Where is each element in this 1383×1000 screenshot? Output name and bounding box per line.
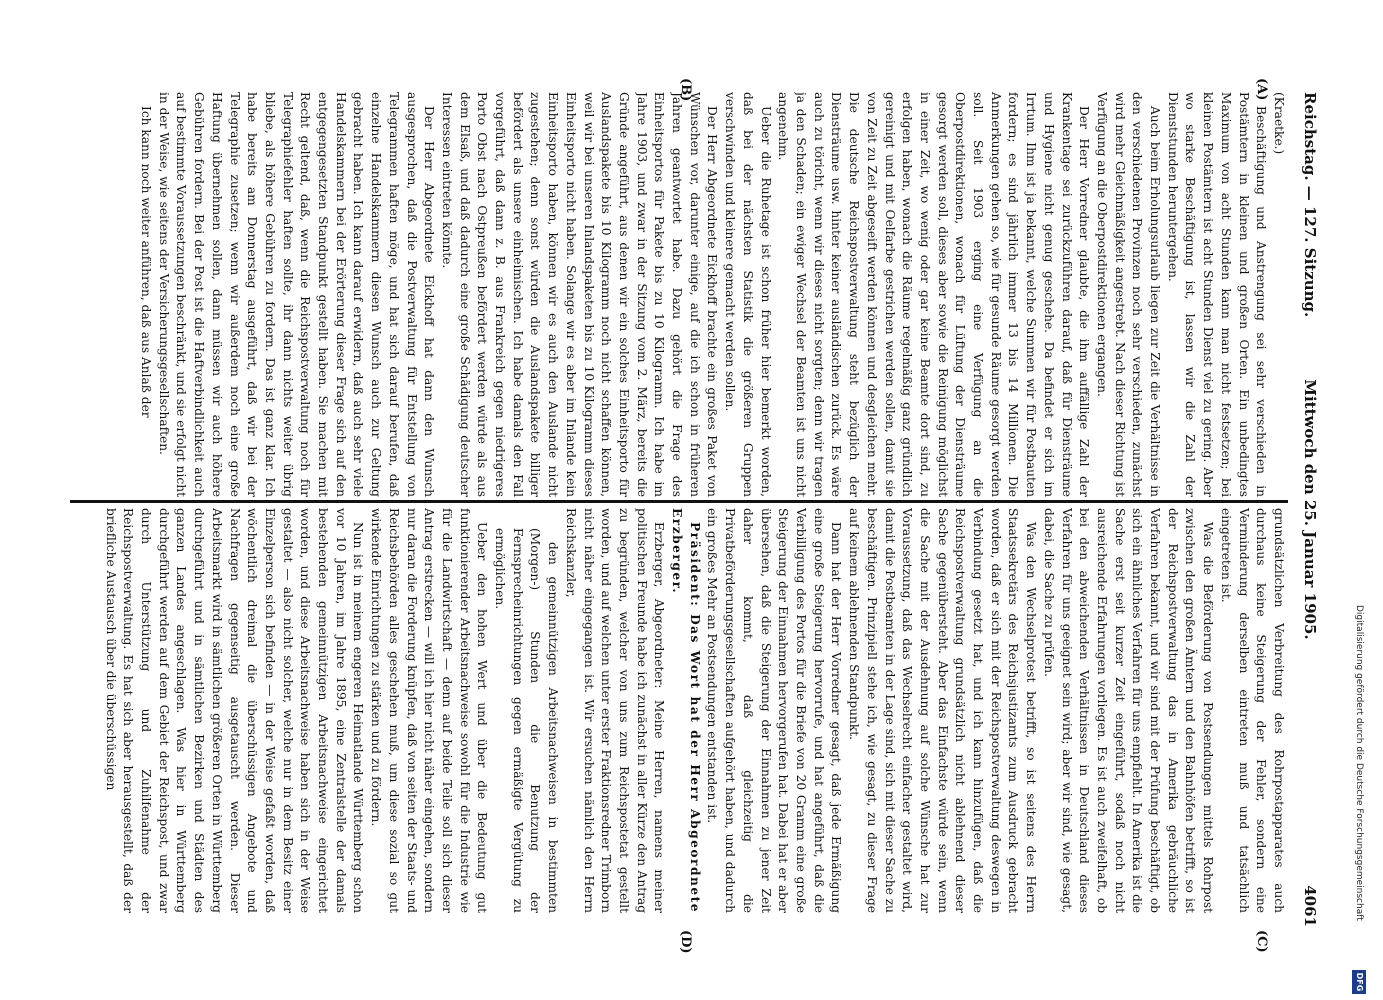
president-remark: Präsident: Das Wort hat der Herr Abgeordnete Erzberger. <box>670 508 702 913</box>
paragraph: Der Herr Vorredner glaubte, die ihm auffällige Zahl der Krankentage sei zurückzuführen darauf, daß für Diensträume und Hygiene nicht genug geschehe. Da befindet er sich im Irrtum. Ihm ist ja bekannt, welche Summen wir für Postbauten fordern; es sind jährlich immer 13 bis 14 Millionen. Die Anmerkungen gehen so, wie für gesunde Räume gesorgt werden soll. Seit 1903 erging eine Verfügung an die Oberpostdirektionen, wonach für Lüftung der Diensträume gesorgt werden soll, dieses aber sowie die Reinigung möglichst in einer Zeit, wo wenig oder gar keine Beamte dort sind, zu erfolgen haben, wonach die Räume regelmäßig ganz gründlich gereinigt und mit Oelfarbe gestrichen werden sollen, damit sie von Zeit zu Zeit abgeseift werden können und desgleichen mehr. Die deutsche Reichspostverwaltung steht bezüglich der Diensträume usw. hinter keiner ausländischen zurück. Es wäre auch zu töricht, wenn wir dieses nicht sorgten; denn wir tragen ja den Schaden; ein ewiger Wechsel der Beamten ist uns nicht angenehm. <box>776 92 1092 497</box>
left-text-column <box>72 92 1287 497</box>
paragraph: Erzberger, Abgeordneter: Meine Herren, namens meiner politischen Freunde habe ich zunächst in aller Kürze den Antrag zu begründen, welcher von uns zum Reichspostetat gestellt worden, und auf welchen unter erster Fraktionsredner Trimborn nicht näher eingegangen ist. Wir ersuchen nämlich den Herrn Reichskanzler, <box>563 508 667 913</box>
margin-marker-b: (B) <box>678 78 693 102</box>
paragraph: Der Herr Abgeordnete Eickhoff brachte ein großes Paket von Wünschen vor, darunter einige, auf die ich schon in früheren Jahren geantwortet habe. Dazu gehört die Frage des Einheitsportos für Pakete bis zu 10 Kilogramm. Ich habe im Jahre 1903, und zwar in der Sitzung vom 2. März, bereits die Gründe angeführt, aus denen wir ein solches Einheitsporto für Auslandspakete bis 10 Kilogramm noch nicht schaffen können, weil wir bei unseren Inlandspaketen bis zu 10 Kilogramm dieses Einheitsporto nicht haben. Solange wir es aber im Inlande kein Einheitsporto haben, können wir es auch den Auslande nicht zugestehen; denn sonst würden die Auslandspakete billiger befördert als unsere einheimischen. Ich habe damals den Fall vorgeführt, daß dann z. B. aus Frankreich gegen niedrigeres Porto Obst nach Ostpreußen befördert werden würde als aus dem Elsaß, und daß dadurch eine große Schädigung deutscher Interessen eintreten könnte. <box>439 92 720 497</box>
paragraph: Ueber den hohen Wert und über die Bedeutung gut funktionierender Arbeitsnachweise sowohl für die Industrie wie für die Landwirtschaft — denn auf beide Teile soll sich dieser Antrag erstrecken — will ich hier nicht näher eingehen, sondern nur daran die Forderung knüpfen, daß von seiten der Staats- und Reichsbehörden alles geschehen muß, um diese sozial so gut wirkende Einrichtungen zu stärken und zu fördern. <box>369 508 490 913</box>
right-text-column <box>72 508 1287 913</box>
dfg-logo: DFG <box>1352 970 1366 994</box>
paragraph: Was die Beförderung von Postsendungen mittels Rohrpost zwischen den großen Ämtern und den Bahnhöfen betrifft, so ist der Reichspostverwaltung das in Amerika gebräuchliche Verfahren bekannt, und wir sind mit der Prüfung beschäftigt, ob sich ein ähnliches Verfahren für uns empfiehlt. In Amerika ist die Sache erst seit kurzer Zeit eingeführt, sodaß noch nicht ausreichende Erfahrungen vorliegen. Es ist auch zweifelhaft, ob bei den abweichenden Verhältnissen in Deutschland dieses Verfahren für uns geeignet sein wird; aber wir sind, wie gesagt, dabei, die Sache zu prüfen. <box>1041 508 1216 913</box>
paragraph: Nun ist in meinem engeren Heimatlande Württemberg schon vor 10 Jahren, im Jahre 1895, eine Zentralstelle der damals bestehenden gemeinnützigen Arbeitsnachweise eingerichtet worden, und diese Arbeitsnachweise haben sich in der Weise gestaltet — also nicht solcher, welche nur in dem Besitz einer Einzelperson sich befinden — in der Weise gefaßt worden, daß wöchentlich dreimal die überschüssigen Angebote und Nachfragen gegenseitig ausgetauscht werden. Dieser Arbeitsmarkt wird in sämtlichen größeren Orten in Württemberg durchgeführt und in sämtlichen Bezirken und Städten des ganzen Landes angeschlagen. Was hier in Württemberg durchgeführt werden auf dem Gebiet der Reichspost, und zwar durch Unterstützung und Zuhilfenahme der Reichspostverwaltung. Es hat sich aber herausgestellt, daß der briefliche Austausch über die überschüssigen <box>103 508 366 913</box>
paragraph: Was den Wechselprotest betrifft, so ist seitens des Herrn Staatssekretärs des Reichsjustizamts zum Ausdruck gebracht worden, daß er sich mit der Reichspostverwaltung deswegen in Verbindung gesetzt hat, und ich kann hinzufügen, daß die Reichspostverwaltung grundsätzlich nicht ablehnend dieser Sache gegenübersteht. Aber das Einfachste würde sein, wenn die Sache mit der Ausdehnung auf solche Wünsche hat zur Voraussetzung, daß das Wechselrecht einfacher gestaltet wird, damit die Postbeamten in der Lage sind, sich mit dieser Sache zu beschäftigen. Prinzipiell stehe ich, wie gesagt, zu dieser Frage auf keinem ablehnenden Standpunkt. <box>847 508 1039 913</box>
header-date: Mittwoch den 25. Januar 1905. <box>1301 379 1319 640</box>
speaker-label: (Kraetke.) <box>1272 92 1286 155</box>
paragraph: Auch beim Erholungsurlaub liegen zur Zeit die Verhältnisse in den verschiedenen Provinzen noch sehr verschieden, zunächst wird mehr Gleichmäßigkeit angestrebt. Nach dieser Richtung ist Verfügung an die Oberpostdirektionen ergangen. <box>1094 92 1163 497</box>
paragraph: grundsätzlichen Verbreitung des Rohrpostapparates auch durchaus keine Steigerung der Fehler, sondern eine Verminderung derselben eintreten muß und tatsächlich eingetreten ist. <box>1218 508 1286 913</box>
motion-text: den gemeinnützigen Arbeitsnachweisen in bestimmten (Morgen-) Stunden die Benutzung der Fernsprecheinrichtungen gegen ermäßigte Vergütung zu ermöglichen. <box>493 528 561 913</box>
paragraph: Dann hat der Herr Vorredner gesagt, daß jede Ermäßigung eine große Steigerung hervorrufe, und hat angeführt, daß die Verbilligung des Portos für die Briefe von 20 Gramm eine große Steigerung der Einnahmen hervorgerufen hat. Dabei hat er aber übersehen, daß die Steigerung der Einnahmen zu jener Zeit daher kommt, daß gleichzeitig die Privatbeförderungsgesellschaften aufgehört haben, und dadurch ein großes Mehr an Postsendungen entstanden ist. <box>705 508 844 913</box>
paragraph: Ueber die Ruhetage ist schon früher hier bemerkt worden, daß bei der nächsten Statistik die größeren Gruppen verschwinden und kleinere gemacht werden sollen. <box>723 92 773 497</box>
margin-marker-c: (C) <box>1254 930 1269 953</box>
paragraph: Beschäftigung und Anstrengung sei sehr verschieden in Postämtern in kleinen und großen Orten. Ein unbedingtes Maximum von acht Stunden kann man nicht festsetzen; bei kleinen Postämtern ist acht Stunden Dienst viel zu gering. Aber wo starke Beschäftigung ist, lassen wir die Zahl der Dienststunden heruntergehen. <box>1165 92 1269 497</box>
paragraph: Der Herr Abgeordnete Eickhoff hat dann den Wunsch ausgesprochen, daß die Postverwaltung für Entstellung von Telegrammen haften möge, und hat sich darauf berufen, daß einzelne Handelskammern diesen Wunsch auch zur Geltung gebracht haben. Ich kann darauf erwidern, daß auch sehr viele Handelskammern bei der Erörterung dieser Frage sich auf den entgegengesetzten Standpunkt gestellt haben. Sie machen mit Recht geltend, daß, wenn die Reichspostverwaltung noch für Telegraphiefehler haften sollte, ihr dann nichts weiter übrig bliebe, als höhere Gebühren zu fordern. Das ist ganz klar. Ich habe bereits am Donnerstag ausgeführt, daß wir bei der Telegraphie zusetzen; wenn wir außerdem noch eine große Haftung übernehmen sollen, dann müssen wir auch höhere Gebühren fordern. Bei der Post ist die Haftverbindlichkeit auch auf bestimmte Voraussetzungen beschränkt, und sie erfolgt nicht in der Weise, wie seitens der Versicherungsgesellschaften. <box>156 92 437 497</box>
margin-marker-d: (D) <box>678 930 693 954</box>
page-number: 4061 <box>1301 885 1319 927</box>
column-divider <box>70 500 1288 503</box>
digitization-footer <box>1349 0 1366 1000</box>
page-header <box>1293 92 1323 927</box>
header-session: Reichstag. — 127. Sitzung. <box>1301 92 1319 318</box>
margin-marker-a: (A) <box>1254 78 1269 101</box>
paragraph: Ich kann noch weiter anführen, daß aus Anlaß der <box>139 106 153 418</box>
footer-credit: Digitalisierung gefördert durch die Deutsche Forschungsgemeinschaft <box>1354 605 1364 921</box>
